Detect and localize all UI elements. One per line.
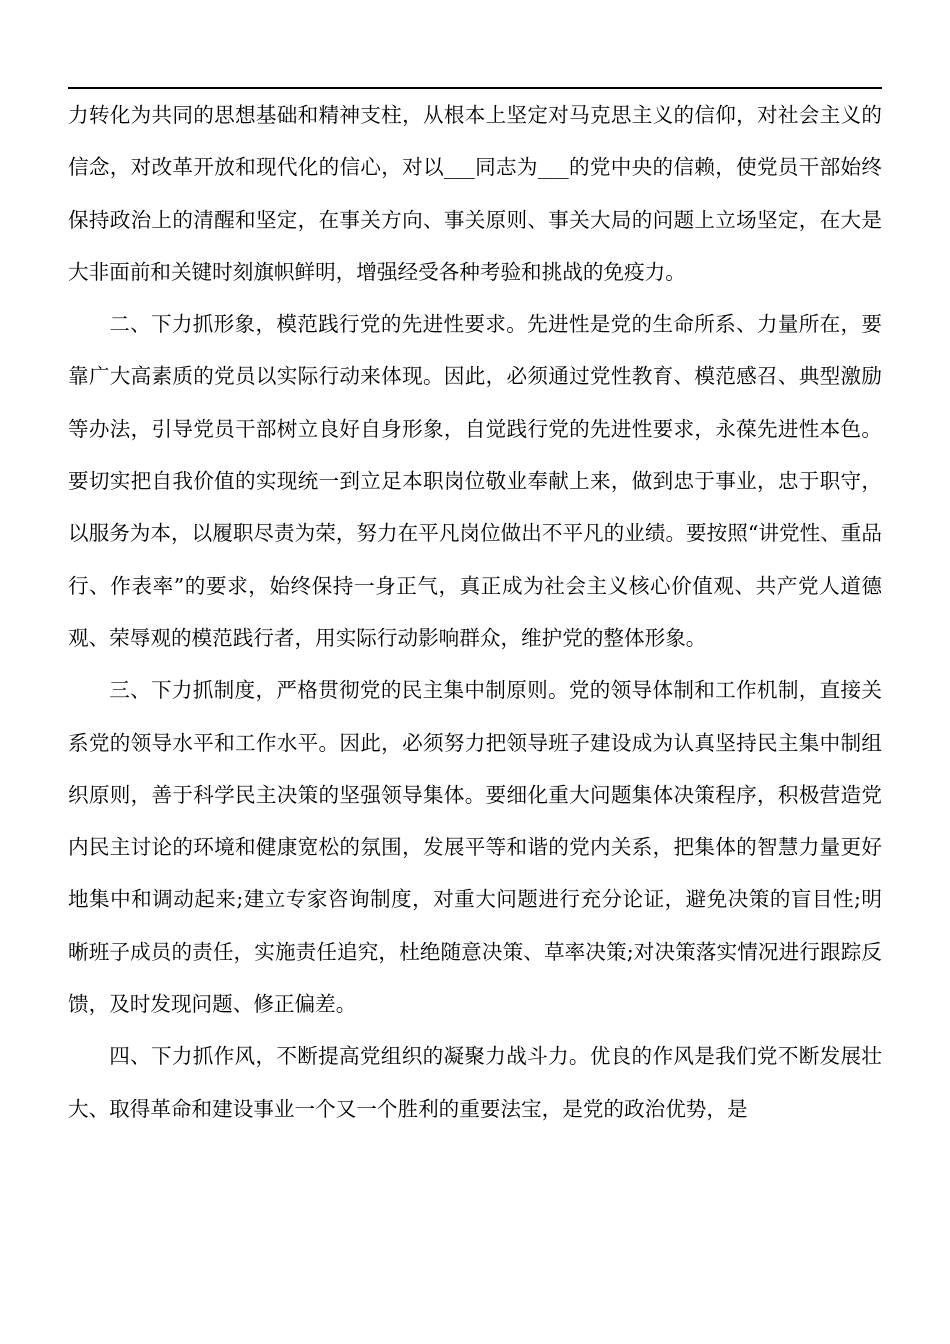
document-body	[68, 89, 882, 1135]
paragraph-section-four: 四、下力抓作风，不断提高党组织的凝聚力战斗力。优良的作风是我们党不断发展壮大、取得革命和建设事业一个又一个胜利的重要法宝，是党的政治优势，是	[68, 1044, 882, 1121]
paragraph-section-two: 二、下力抓形象，模范践行党的先进性要求。先进性是党的生命所系、力量所在，要靠广大高素质的党员以实际行动来体现。因此，必须通过党性教育、模范感召、典型激励等办法，引导党员干部树立良好自身形象，自觉践行党的先进性要求，永葆先进性本色。要切实把自我价值的实现统一到立足本职岗位敬业奉献上来，做到忠于事业，忠于职守，以服务为本，以履职尽责为荣，努力在平凡岗位做出不平凡的业绩。要按照“讲党性、重品行、作表率”的要求，始终保持一身正气，真正成为社会主义核心价值观、共产党人道德观、荣辱观的模范践行者，用实际行动影响群众，维护党的整体形象。	[68, 312, 882, 650]
paragraph-section-three: 三、下力抓制度，严格贯彻党的民主集中制原则。党的领导体制和工作机制，直接关系党的领导水平和工作水平。因此，必须努力把领导班子建设成为认真坚持民主集中制组织原则，善于科学民主决策的坚强领导集体。要细化重大问题集体决策程序，积极营造党内民主讨论的环境和健康宽松的氛围，发展平等和谐的党内关系，把集体的智慧力量更好地集中和调动起来;建立专家咨询制度，对重大问题进行充分论证，避免决策的盲目性;明晰班子成员的责任，实施责任追究，杜绝随意决策、草率决策;对决策落实情况进行跟踪反馈，及时发现问题、修正偏差。	[68, 678, 882, 1017]
paragraph-continuation: 力转化为共同的思想基础和精神支柱，从根本上坚定对马克思主义的信仰，对社会主义的信念，对改革开放和现代化的信心，对以___同志为___的党中央的信赖，使党员干部始终保持政治上的清醒和坚定，在事关方向、事关原则、事关大局的问题上立场坚定，在大是大非面前和关键时刻旗帜鲜明，增强经受各种考验和挑战的免疫力。	[68, 103, 882, 284]
